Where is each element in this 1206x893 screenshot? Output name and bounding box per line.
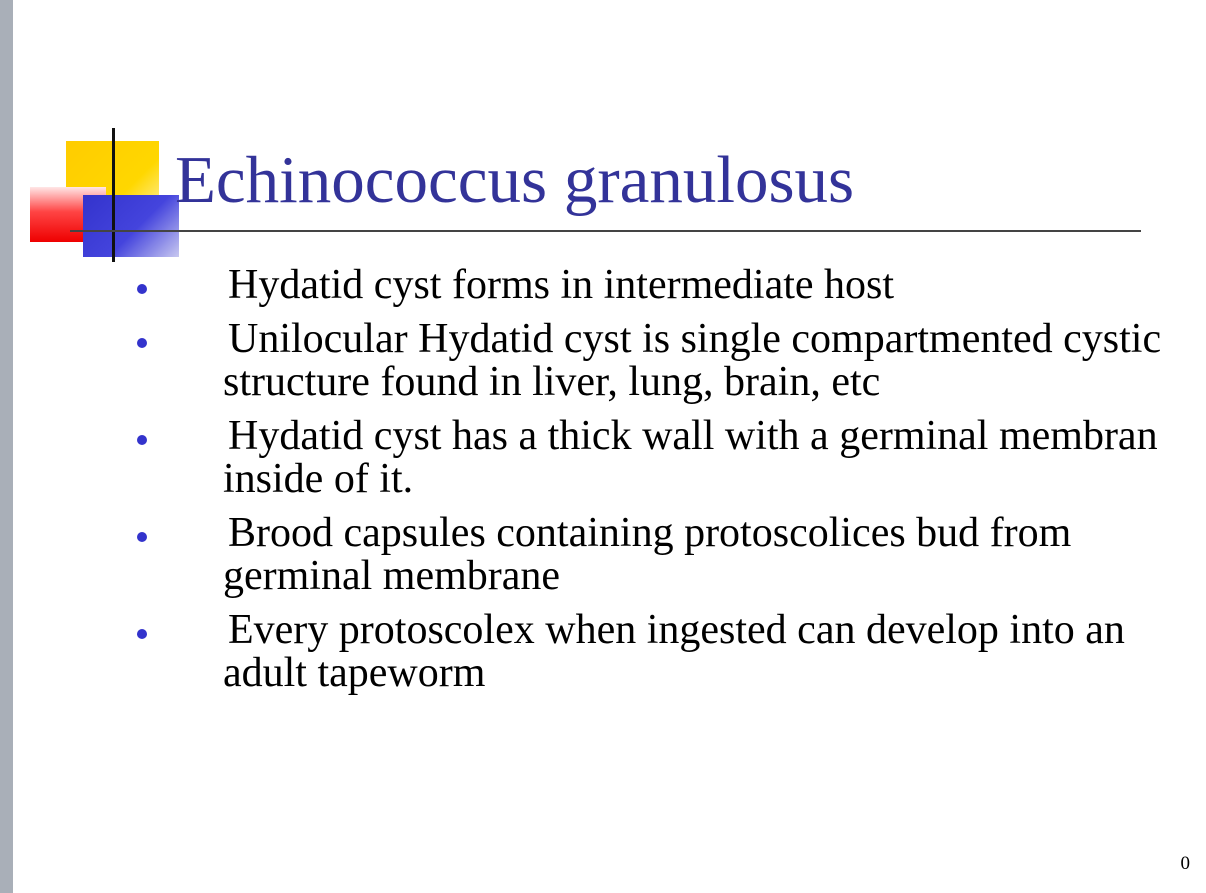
title-underline: [70, 230, 1141, 232]
round-bullet-icon: [137, 629, 147, 639]
bullet-item: [130, 264, 1180, 307]
round-bullet-icon: [137, 284, 147, 294]
bullet-item: [130, 415, 1180, 501]
round-bullet-icon: [137, 338, 147, 348]
bullet-text: Every protoscolex when ingested can develop into an adult tapeworm: [223, 607, 1125, 696]
bullet-item: [130, 318, 1180, 404]
logo-blue-square: [83, 195, 179, 257]
round-bullet-icon: [137, 435, 147, 445]
bullet-text: Hydatid cyst forms in intermediate host: [228, 262, 895, 308]
bullet-text: Brood capsules containing protoscolices bud from germinal membrane: [223, 510, 1072, 599]
round-bullet-icon: [137, 532, 147, 542]
logo-vertical-line: [112, 128, 115, 262]
page-number: 0: [1180, 853, 1190, 874]
bullet-list: [130, 264, 1180, 706]
bullet-text: Hydatid cyst has a thick wall with a germinal membran inside of it.: [223, 413, 1158, 502]
bullet-item: [130, 609, 1180, 695]
bullet-text: Unilocular Hydatid cyst is single compartmented cystic structure found in liver, lung, brain, etc: [223, 316, 1162, 405]
bullet-item: [130, 512, 1180, 598]
slide-title: Echinococcus granulosus: [175, 143, 855, 217]
